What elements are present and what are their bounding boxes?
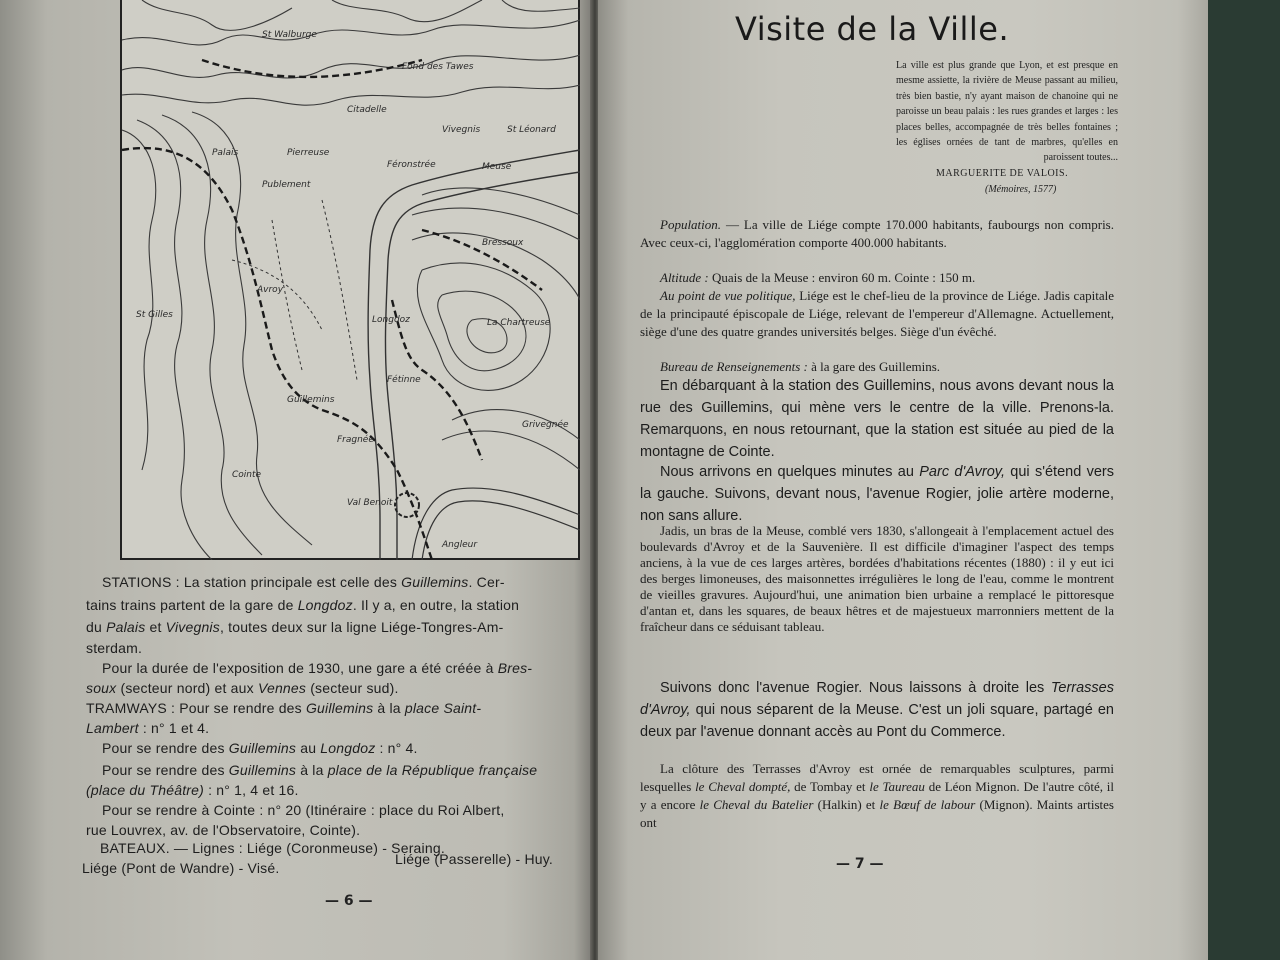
tramways-line-4: Pour se rendre des Guillemins à la place de la République française bbox=[102, 762, 538, 778]
bateaux-line-2: Liége (Passerelle) - Huy. bbox=[395, 851, 554, 867]
paragraph-politique: Au point de vue politique, Liége est le chef-lieu de la province de Liége. Jadis capitale de la principauté épiscopale de Liége, relevant de l'empereur d'Allemagne. Actuellement, siège d'une des quatre grandes universités belges. Siège d'un évêché. bbox=[640, 288, 1114, 339]
page-number-right: — 7 — bbox=[836, 856, 884, 872]
map-label-pierreuse: Pierreuse bbox=[287, 148, 330, 158]
paragraph-bureau: Bureau de Renseignements : à la gare des Guillemins. bbox=[660, 359, 941, 374]
map-label-fond-des-tawes: Fond des Tawes bbox=[402, 62, 474, 72]
epigraph-quote: La ville est plus grande que Lyon, et est presque en mesme assiette, la rivière de Meuse passant au milieu, très bien bastie, n'y ayant maison de chanoine qui ne paroisse un beau palais : les rues grandes et larges : les places belles, accompagnée de très belles fontaines ; les églises ornées de tant de marbres, qu'elles en paroissent toutes... bbox=[896, 60, 1118, 164]
tramways-line-7: rue Louvrex, av. de l'Observatoire, Cointe). bbox=[86, 822, 361, 838]
map-label-la-chartreuse: La Chartreuse bbox=[487, 318, 551, 328]
stations-line-1: STATIONS : La station principale est celle des Guillemins. Cer- bbox=[102, 574, 505, 590]
map-label-bressoux: Bressoux bbox=[482, 238, 524, 248]
expo-line-2: soux (secteur nord) et aux Vennes (secteur sud). bbox=[86, 680, 399, 696]
map-drawing bbox=[122, 0, 580, 560]
epigraph-source: (Mémoires, 1577) bbox=[985, 184, 1057, 195]
tramways-line-2: Lambert : n° 1 et 4. bbox=[86, 720, 210, 736]
page-number-left: — 6 — bbox=[325, 893, 373, 909]
paragraph-parc-avroy: Nous arrivons en quelques minutes au Parc d'Avroy, qui s'étend vers la gauche. Suivons, devant nous, l'avenue Rogier, jolie artère moderne, non sans allure. bbox=[640, 464, 1114, 524]
map-label-val-benoit: Val Benoit bbox=[347, 498, 393, 508]
paragraph-cloture: La clôture des Terrasses d'Avroy est ornée de remarquables sculptures, parmi lesquelles le Cheval dompté, de Tombay et le Taureau de Léon Mignon. De l'autre côté, il y a encore le Cheval du Batelier (Halkin) et le Bœuf de labour (Mignon). Maints artistes ont bbox=[640, 761, 1115, 830]
page-title: Visite de la Ville. bbox=[735, 10, 1010, 48]
paragraph-debarquant: En débarquant à la station des Guillemins, nous avons devant nous la rue des Guillemins, qui mène vers le centre de la ville. Prenons-la. Remarquons, en nous retournant, que la station est située au pied de la montagne de Cointe. bbox=[640, 378, 1114, 460]
stations-line-4: sterdam. bbox=[86, 640, 143, 656]
map-label-grivegnee: Grivegnée bbox=[522, 420, 569, 430]
paragraph-avenue-rogier: Suivons donc l'avenue Rogier. Nous laissons à droite les Terrasses d'Avroy, qui nous séparent de la Meuse. C'est un joli square, partagé en deux par l'avenue donnant accès au Pont du Commerce. bbox=[640, 680, 1114, 740]
map-label-feronstree: Féronstrée bbox=[387, 160, 436, 170]
stations-line-3: du Palais et Vivegnis, toutes deux sur la ligne Liége-Tongres-Am- bbox=[86, 619, 504, 635]
map-label-publement: Publement bbox=[262, 180, 311, 190]
paragraph-jadis: Jadis, un bras de la Meuse, comblé vers 1830, s'allongeait à l'emplacement actuel des boulevards d'Avroy et de la Sauvenière. Il est difficile d'imaginer l'aspect des temps anciens, à la vue de ces larges artères, bordées d'habitations récentes (1880) : il y eut ici des berges limoneuses, des maisonnettes irrégulières le long de l'eau, comme le montrent de vieilles gravures. Aujourd'hui, une animation bien urbaine a remplacé le pittoresque d'antan et, dans les squares, de beaux hêtres et de majestueux marronniers mettent de la fraîcheur dans ce séduisant tableau. bbox=[640, 523, 1114, 634]
paragraph-altitude: Altitude : Quais de la Meuse : environ 60 m. Cointe : 150 m. bbox=[660, 270, 976, 285]
map-label-st-leonard: St Léonard bbox=[507, 125, 556, 135]
tramways-line-3: Pour se rendre des Guillemins au Longdoz : n° 4. bbox=[102, 740, 418, 756]
map-label-st-walburge: St Walburge bbox=[262, 30, 317, 40]
map-label-st-gilles: St Gilles bbox=[136, 310, 173, 320]
bateaux-line-3: Liége (Pont de Wandre) - Visé. bbox=[82, 860, 280, 876]
tramways-line-1: TRAMWAYS : Pour se rendre des Guillemins à la place Saint- bbox=[86, 700, 482, 716]
map-label-longdoz: Longdoz bbox=[372, 315, 410, 325]
stations-line-2: tains trains partent de la gare de Longdoz. Il y a, en outre, la station bbox=[86, 597, 520, 613]
epigraph-author: MARGUERITE DE VALOIS. bbox=[936, 168, 1069, 179]
map-label-vivegnis: Vivegnis bbox=[442, 125, 481, 135]
expo-line-1: Pour la durée de l'exposition de 1930, une gare a été créée à Bres- bbox=[102, 660, 533, 676]
map-label-angleur: Angleur bbox=[442, 540, 478, 550]
map-label-meuse: Meuse bbox=[482, 162, 512, 172]
city-map bbox=[120, 0, 580, 560]
bateaux-line-1: BATEAUX. — Lignes : Liége (Coronmeuse) - Seraing. bbox=[100, 840, 445, 856]
map-label-cointe: Cointe bbox=[232, 470, 262, 480]
map-label-fragnee: Fragnée bbox=[337, 435, 374, 445]
map-label-palais: Palais bbox=[212, 148, 239, 158]
left-page bbox=[0, 0, 592, 960]
tramways-line-6: Pour se rendre à Cointe : n° 20 (Itinéraire : place du Roi Albert, bbox=[102, 802, 505, 818]
paragraph-population: Population. — La ville de Liége compte 170.000 habitants, faubourgs non compris. Avec ceux-ci, l'agglomération comporte 400.000 habitants. bbox=[640, 217, 1114, 250]
map-label-fetinne: Fétinne bbox=[387, 375, 421, 385]
tramways-line-5: (place du Théâtre) : n° 1, 4 et 16. bbox=[86, 782, 299, 798]
map-label-citadelle: Citadelle bbox=[347, 105, 387, 115]
map-label-avroy: Avroy bbox=[257, 285, 284, 295]
map-label-guillemins: Guillemins bbox=[287, 395, 335, 405]
